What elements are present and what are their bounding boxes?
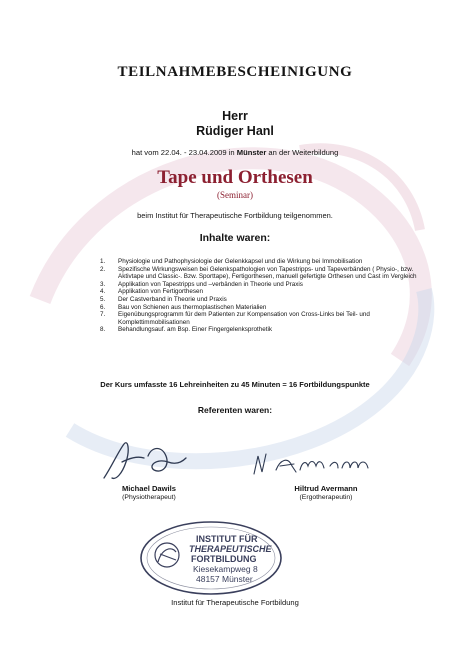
list-item-number: 7.: [100, 311, 106, 319]
list-item-text: Eigenübungsprogramm für dem Patienten zur Kompensation von Cross-Links bei Teil- und Komplettimmobilisationen: [118, 311, 370, 326]
dates-prefix: hat vom 22.04. - 23.04.2009 in: [131, 148, 237, 157]
dates-suffix: an der Weiterbildung: [266, 148, 339, 157]
participant-salutation: Herr: [222, 109, 248, 123]
list-item-number: 1.: [100, 258, 106, 265]
list-item-text: Physiologie und Pathophysiologie der Gelenkkapsel und die Wirkung bei Immobilisation: [118, 258, 363, 265]
stamp-line-4: Kiesekampweg 8: [193, 564, 258, 574]
list-item-number: 5.: [100, 295, 106, 303]
speaker-role-2: (Ergotherapeutin): [299, 494, 353, 501]
list-item-text: Bau von Schienen aus thermoplastischen Materialien: [118, 303, 267, 311]
list-item-text: Spezifische Wirkungsweisen bei Gelenkspathologien von Tapestripps- und Tapeverbänden ( Physio-, bzw. Aktivtape und Classic-. Bzw. Sporttape), Fertigorthesen, manuell gefertigte Orthesen und Cast im Vergleich: [118, 265, 417, 281]
list-item-number: 4.: [100, 288, 106, 296]
speaker-role-1: (Physiotherapeut): [122, 494, 176, 501]
stamp-emblem-icon: [155, 543, 179, 567]
list-item-number: 8.: [100, 326, 106, 334]
contents-heading: Inhalte waren:: [199, 232, 271, 244]
list-item-text: Applikation von Tapestripps und –verbänden in Theorie und Praxis: [118, 280, 303, 288]
course-title: Tape und Orthesen: [157, 167, 313, 188]
stamp-line-5: 48157 Münster: [196, 574, 253, 584]
stamp-line-3: FORTBILDUNG: [191, 554, 257, 564]
speakers-heading: Referenten waren:: [197, 405, 273, 415]
list-item-number: 6.: [100, 303, 106, 311]
course-type: (Seminar): [217, 190, 253, 200]
participant-name: Rüdiger Hanl: [196, 124, 274, 138]
course-summary: Der Kurs umfasste 16 Lehreinheiten zu 45 Minuten = 16 Fortbildungspunkte: [100, 380, 370, 389]
speaker-name-1: Michael Dawils: [121, 484, 177, 493]
signature-dawils: [104, 443, 186, 479]
institute-stamp: [141, 522, 281, 594]
participation-text: beim Institut für Therapeutische Fortbildung teilgenommen.: [137, 211, 333, 220]
list-item-number: 2.: [100, 265, 106, 273]
signature-avermann: [254, 454, 368, 474]
stamp-line-1: INSTITUT FÜR: [196, 534, 258, 544]
stamp-line-2: THERAPEUTISCHE: [189, 544, 272, 554]
issuer-name: Institut für Therapeutische Fortbildung: [171, 598, 299, 607]
speaker-name-2: Hiltrud Avermann: [294, 484, 358, 493]
stamp-text: [189, 534, 273, 584]
list-item-text: Der Castverband in Theorie und Praxis: [118, 295, 227, 303]
list-item-text: Applikation von Fertigorthesen: [118, 288, 204, 296]
list-item-text: Behandlungsauf. am Bsp. Einer Fingergelenksprothetik: [118, 326, 273, 334]
certificate-title: TEILNAHMEBESCHEINIGUNG: [117, 64, 353, 80]
course-city: Münster: [236, 148, 267, 157]
list-item-number: 3.: [100, 280, 106, 288]
